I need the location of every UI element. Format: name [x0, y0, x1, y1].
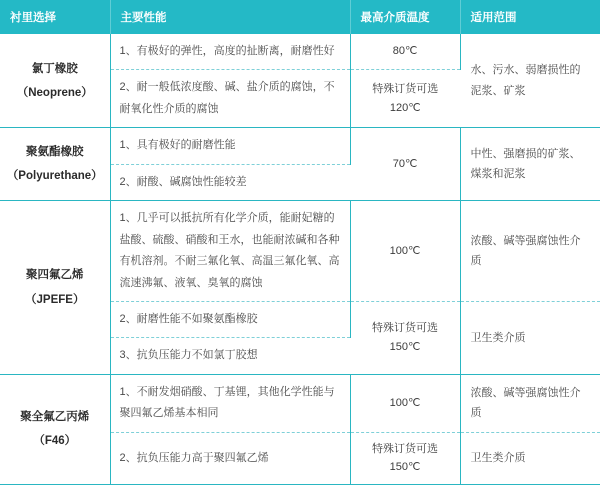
temperature-value	[350, 128, 460, 201]
temperature-value	[350, 374, 460, 432]
temperature-value	[350, 201, 460, 302]
lining-name-en: （JPEFE）	[25, 293, 85, 306]
scope-text: 中性、强磨损的矿浆、煤浆和泥浆	[460, 128, 600, 201]
lining-name-polyurethane	[0, 128, 110, 201]
temperature-value	[350, 70, 460, 128]
feature-text: 3、抗负压能力不如氯丁胶想	[110, 338, 350, 374]
feature-text: 1、有极好的弹性，高度的扯断离，耐磨性好	[110, 34, 350, 70]
temperature-value	[350, 301, 460, 374]
lining-name-cn: 氯丁橡胶	[31, 62, 78, 75]
column-header-max-temperature: 最高介质温度	[350, 0, 460, 34]
lining-name-cn: 聚氨酯橡胶	[26, 146, 84, 159]
temperature-value	[350, 34, 460, 70]
column-header-application-scope: 适用范围	[460, 0, 600, 34]
scope-text: 浓酸、碱等强腐蚀性介质	[460, 201, 600, 302]
temperature-primary: 80℃	[392, 45, 418, 58]
scope-text: 水、污水、弱磨损性的泥浆、矿浆	[460, 34, 600, 128]
temperature-primary: 120℃	[389, 101, 421, 114]
feature-text: 2、耐磨性能不如聚氨酯橡胶	[110, 301, 350, 337]
lining-name-en: （F46）	[33, 435, 77, 448]
scope-text: 卫生类介质	[460, 432, 600, 484]
temperature-primary: 100℃	[389, 396, 421, 409]
scope-text: 卫生类介质	[460, 301, 600, 374]
lining-name-neoprene	[0, 34, 110, 128]
temperature-note: 特殊订货可选	[372, 83, 439, 96]
feature-text: 1、不耐发烟硝酸、丁基锂，其他化学性能与聚四氟乙烯基本相同	[110, 374, 350, 432]
feature-text: 2、抗负压能力高于聚四氟乙烯	[110, 432, 350, 484]
feature-text: 2、耐酸、碱腐蚀性能较差	[110, 164, 350, 200]
table-header	[0, 0, 600, 34]
lining-name-cn: 聚四氟乙烯	[26, 269, 84, 282]
table-row	[0, 34, 600, 70]
table-row	[0, 201, 600, 302]
column-header-main-performance: 主要性能	[110, 0, 350, 34]
temperature-note: 特殊订货可选	[372, 442, 438, 455]
temperature-note: 特殊订货可选	[372, 322, 438, 335]
feature-text: 2、耐一般低浓度酸、碱、盐介质的腐蚀，不耐氧化性介质的腐蚀	[110, 70, 350, 128]
feature-text: 1、具有极好的耐磨性能	[110, 128, 350, 164]
table-body	[0, 34, 600, 485]
temperature-value	[350, 432, 460, 484]
column-header-lining: 衬里选择	[0, 0, 110, 34]
temperature-primary: 150℃	[389, 461, 421, 474]
feature-text: 1、几乎可以抵抗所有化学介质，能耐妃糖的盐酸、硫酸、硝酸和王水，也能耐浓碱和各种有机溶剂。不耐三氟化氧、高温三氟化氧、高流速沸氟、液氧、臭氧的腐蚀	[110, 201, 350, 302]
header-row	[0, 0, 600, 34]
lining-name-cn: 聚全氟乙丙烯	[20, 411, 90, 424]
table-row	[0, 374, 600, 432]
temperature-primary: 70℃	[392, 157, 418, 170]
temperature-primary: 100℃	[389, 244, 421, 257]
lining-name-ptfe	[0, 201, 110, 375]
lining-name-fep	[0, 374, 110, 484]
lining-name-en: （Polyurethane）	[6, 170, 103, 183]
scope-text: 浓酸、碱等强腐蚀性介质	[460, 374, 600, 432]
lining-name-en: （Neoprene）	[16, 86, 93, 99]
temperature-primary: 150℃	[389, 340, 421, 353]
table-row	[0, 128, 600, 164]
